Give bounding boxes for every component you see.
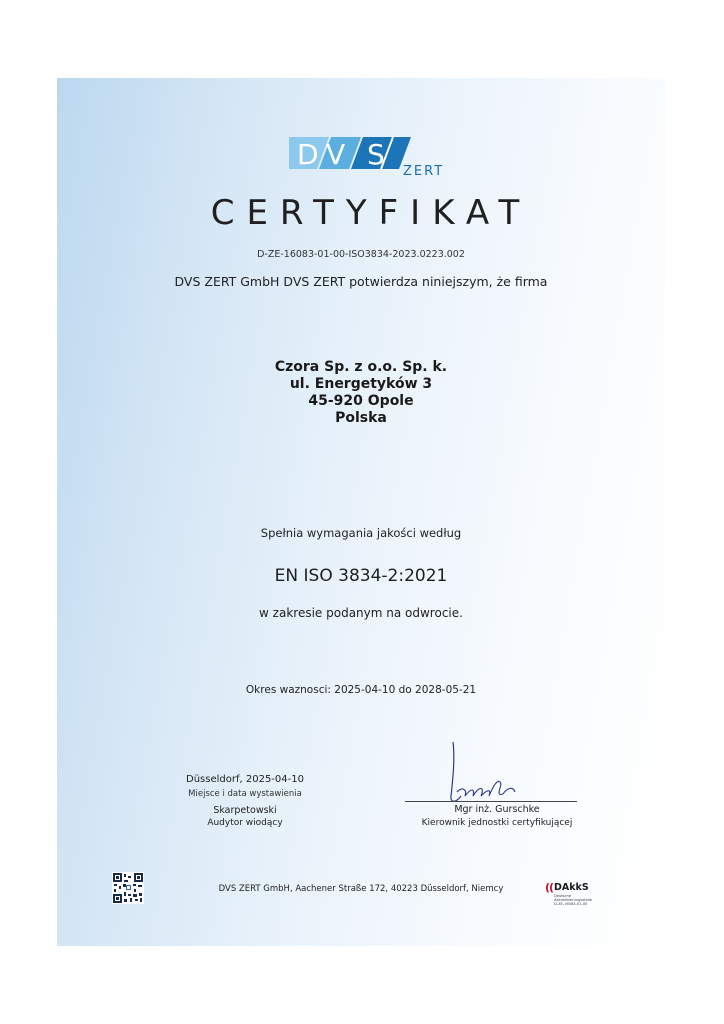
company-name: Czora Sp. z o.o. Sp. k. <box>274 359 448 375</box>
signature-line <box>405 801 577 802</box>
auditor-name: Skarpetowski <box>213 805 277 816</box>
logo-letter-v: V <box>326 138 346 171</box>
signature-image <box>443 738 563 808</box>
intro-text: DVS ZERT GmbH DVS ZERT potwierdza niniejszym, że firma <box>174 274 548 289</box>
dakks-subtext <box>554 894 624 907</box>
issue-place-date: Düsseldorf, 2025-04-10 <box>186 774 304 785</box>
company-street: ul. Energetyków 3 <box>289 376 433 392</box>
company-country: Polska <box>335 410 387 426</box>
dakks-sub-line: Deutsche <box>554 894 572 898</box>
dakks-name: DAkkS <box>554 882 589 893</box>
dakks-accreditation-mark <box>545 881 625 909</box>
auditor-role: Audytor wiodący <box>207 818 283 828</box>
signatory-name: Mgr inż. Gurschke <box>454 804 540 815</box>
issue-place-date-caption: Miejsce i data wystawienia <box>188 789 302 799</box>
certificate-sheet <box>57 78 665 946</box>
logo-suffix-text: ZERT <box>403 164 445 179</box>
dakks-sub-line: Akkreditierungsstelle <box>554 898 593 903</box>
company-city: 45-920 Opole <box>308 393 414 409</box>
signatory-role: Kierownik jednostki certyfikującej <box>421 818 573 828</box>
issuer-address: DVS ZERT GmbH, Aachener Straße 172, 40223 Düsseldorf, Niemcy <box>218 884 504 894</box>
standard-name: EN ISO 3834-2:2021 <box>274 566 448 586</box>
scope-text: w zakresie podanym na odwrocie. <box>259 606 463 620</box>
certificate-title: CERTYFIKAT <box>210 193 532 233</box>
dakks-logo-icon: (( <box>545 881 554 894</box>
validity-period: Okres waznosci: 2025-04-10 do 2028-05-21 <box>245 684 477 696</box>
logo-letter-d: D <box>297 138 319 171</box>
meets-requirements-text: Spełnia wymagania jakości według <box>260 526 462 540</box>
certificate-number: D-ZE-16083-01-00-ISO3834-2023.0223.002 <box>257 249 465 260</box>
dvs-zert-logo <box>289 135 459 179</box>
dakks-sub-line: D-ZE-16083-01-00 <box>554 902 588 907</box>
logo-letter-s: S <box>367 138 385 171</box>
